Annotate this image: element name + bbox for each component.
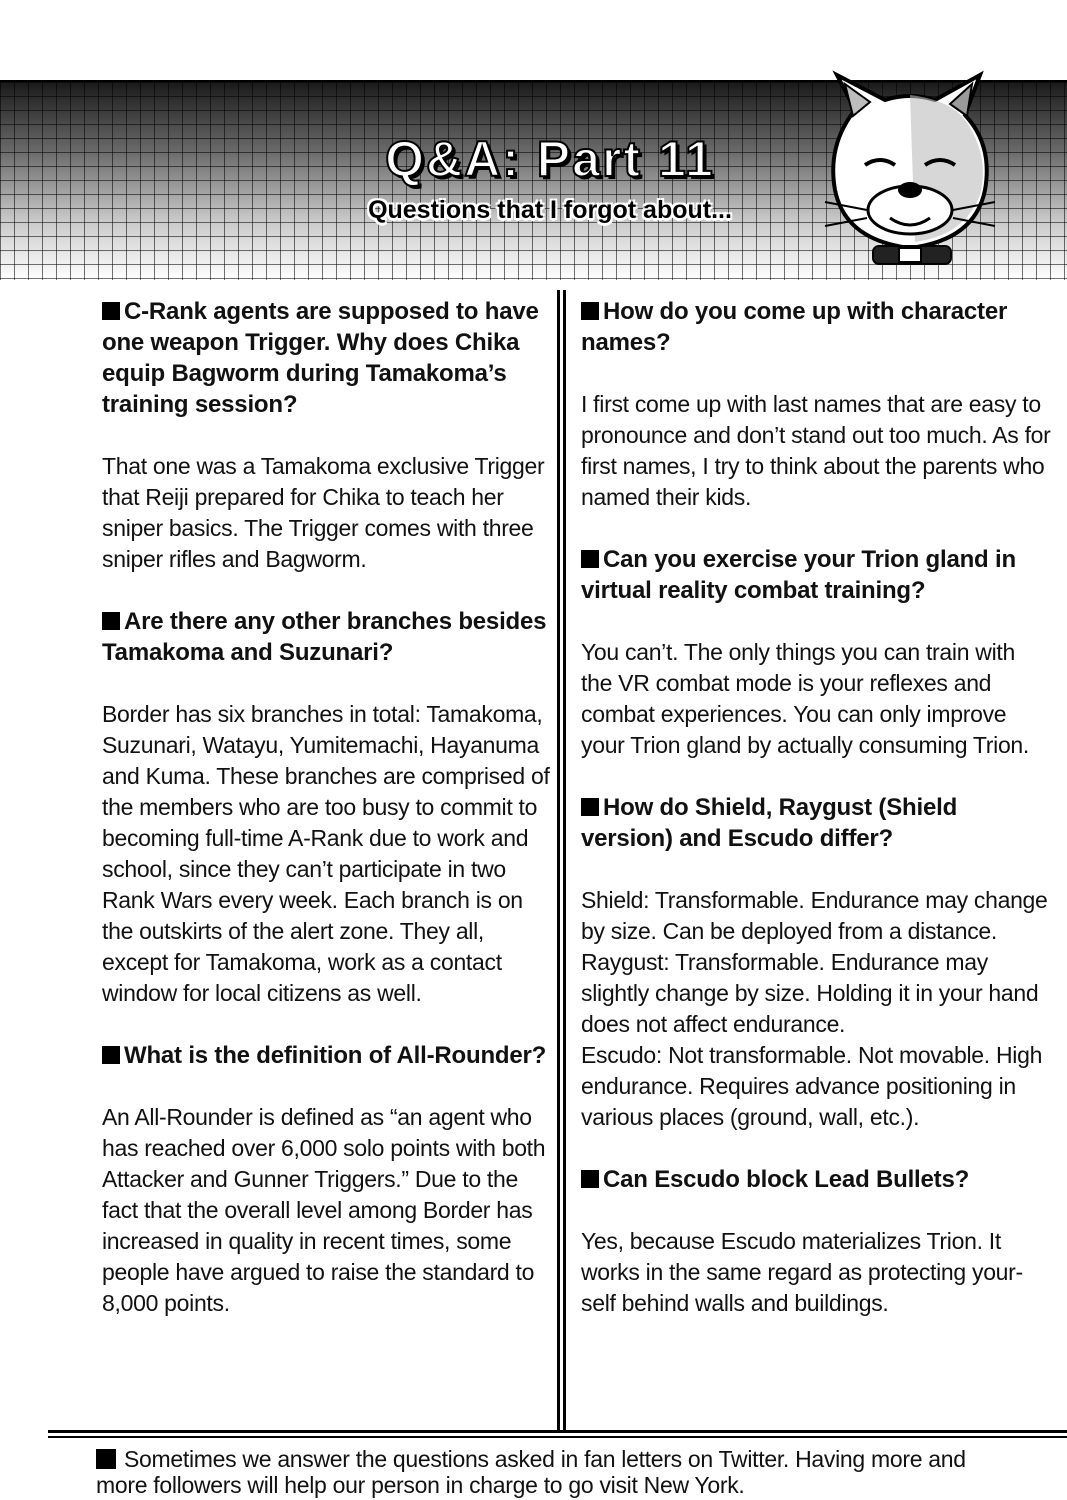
qa-item bbox=[102, 606, 554, 1009]
square-bullet-icon bbox=[102, 612, 120, 630]
square-bullet-icon bbox=[581, 302, 599, 320]
answer: That one was a Tamakoma exclusive Trigger that Reiji prepared for Chika to teach her sniper basics. The Trigger comes with three sniper rifles and Bagworm. bbox=[102, 453, 545, 572]
square-bullet-icon bbox=[581, 798, 599, 816]
footer-text: Sometimes we answer the questions asked in fan letters on Twitter. Having more and more followers will help our person in charge to go visit New York. bbox=[96, 1446, 966, 1498]
page-title: Q&A: Part 11 bbox=[385, 131, 715, 187]
answer: Border has six branches in total: Tamakoma, Suzunari, Watayu, Yumitemachi, Hayanuma and Kuma. These branches are comprised of the members who are too busy to commit to becoming full-time A-Rank due to work and school, since they can’t participate in two Rank Wars every week. Each branch is on the outskirts of the alert zone. They all, except for Tamakoma, work as a contact window for local citizens as well. bbox=[102, 701, 550, 1006]
question: Can Escudo block Lead Bullets? bbox=[581, 1164, 1051, 1195]
qa-item bbox=[581, 1164, 1051, 1319]
square-bullet-icon bbox=[96, 1449, 116, 1469]
square-bullet-icon bbox=[102, 302, 120, 320]
qa-item bbox=[581, 296, 1051, 513]
column-divider bbox=[557, 290, 560, 1430]
square-bullet-icon bbox=[581, 1170, 599, 1188]
page-subtitle: Questions that I forgot about... bbox=[368, 196, 732, 224]
question: What is the definition of All-Rounder? bbox=[102, 1040, 554, 1071]
footer-rule bbox=[48, 1430, 1067, 1433]
question: How do Shield, Raygust (Shield version) and Escudo differ? bbox=[581, 794, 958, 852]
question: Are there any other branches besides Tamakoma and Suzunari? bbox=[102, 608, 547, 666]
answer: I first come up with last names that are easy to pronounce and don’t stand out too much. As for first names, I try to think about the parents who named their kids. bbox=[581, 391, 1051, 510]
qa-item bbox=[102, 1040, 554, 1319]
question: Can you exercise your Trion gland in virtual reality combat training? bbox=[581, 546, 1016, 604]
answer: Shield: Transformable. Endurance may change by size. Can be deployed from a distance. Raygust: Transformable. Endurance may slightly change by size. Holding it in your hand does not affect endurance. Escudo: Not transformable. Not movable. High endurance. Requires advance positioning in various places (ground, wall, etc.). bbox=[581, 887, 1048, 1130]
qa-item bbox=[581, 792, 1051, 1133]
footer-rule-inner bbox=[48, 1436, 1067, 1438]
left-column bbox=[102, 296, 554, 1350]
right-column bbox=[581, 296, 1051, 1350]
column-divider-inner bbox=[563, 290, 566, 1430]
qa-item bbox=[102, 296, 554, 575]
answer: You can’t. The only things you can train with the VR combat mode is your reflexes and combat experiences. You can only improve your Trion gland by actually consuming Trion. bbox=[581, 639, 1030, 758]
square-bullet-icon bbox=[581, 550, 599, 568]
footer-note bbox=[96, 1446, 996, 1498]
question: C-Rank agents are supposed to have one weapon Trigger. Why does Chika equip Bagworm during Tamakoma’s training session? bbox=[102, 298, 539, 418]
qa-item bbox=[581, 544, 1051, 761]
answer: Yes, because Escudo materializes Trion. It works in the same regard as protecting your-self behind walls and buildings. bbox=[581, 1228, 1023, 1316]
square-bullet-icon bbox=[102, 1046, 120, 1064]
question: How do you come up with character names? bbox=[581, 298, 1008, 356]
answer: An All-Rounder is defined as “an agent who has reached over 6,000 solo points with both Attacker and Gunner Triggers.” Due to the fact that the overall level among Border has increased in quality in recent times, some people have argued to raise the standard to 8,000 points. bbox=[102, 1104, 546, 1316]
cat-mascot-icon bbox=[815, 70, 1005, 280]
